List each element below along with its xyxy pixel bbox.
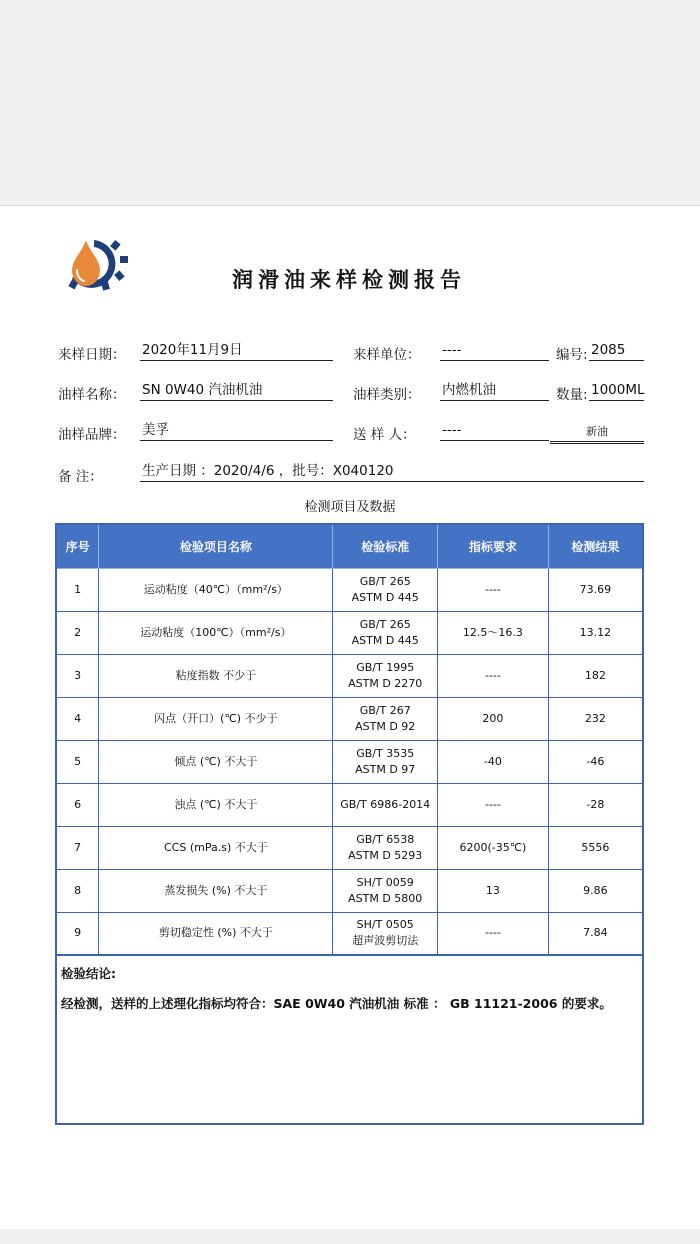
row-item: 蒸发损失 (%) 不大于 xyxy=(99,869,333,912)
sample-date-value: 2020年11月9日 xyxy=(140,341,333,361)
condition-value: 新油 xyxy=(550,422,644,444)
row-standard xyxy=(333,697,438,740)
row-result: 232 xyxy=(548,697,643,740)
row-item: 粘度指数 不少于 xyxy=(99,654,333,697)
report-page xyxy=(0,205,700,1229)
col-header-item: 检验项目名称 xyxy=(99,524,333,568)
table-row xyxy=(56,912,643,955)
row-standard xyxy=(333,783,438,826)
row-no: 3 xyxy=(56,654,99,697)
oil-drop-gear-icon xyxy=(60,234,128,292)
standard-line-1: GB/T 1995 xyxy=(356,660,415,674)
row-no: 1 xyxy=(56,568,99,611)
table-row xyxy=(56,783,643,826)
col-header-result: 检测结果 xyxy=(548,524,643,568)
oil-type-label: 油样类别： xyxy=(353,387,421,403)
row-item: 运动粘度（40℃）（mm²/s） xyxy=(99,568,333,611)
oil-name-label: 油样名称： xyxy=(58,387,126,403)
row-requirement: ---- xyxy=(438,568,549,611)
standard-line-2: ASTM D 445 xyxy=(351,590,419,604)
row-item: 浊点 (℃) 不大于 xyxy=(99,783,333,826)
col-header-requirement: 指标要求 xyxy=(438,524,549,568)
row-requirement: ---- xyxy=(438,912,549,955)
col-header-standard: 检验标准 xyxy=(333,524,438,568)
row-item: 倾点 (℃) 不大于 xyxy=(99,740,333,783)
row-result: 13.12 xyxy=(548,611,643,654)
sample-unit-value: ---- xyxy=(440,341,549,361)
row-standard xyxy=(333,654,438,697)
sample-date-label: 来样日期： xyxy=(58,347,126,363)
standard-line-1: SH/T 0059 xyxy=(356,875,414,889)
standard-line-1: GB/T 265 xyxy=(359,617,411,631)
row-item: 剪切稳定性 (%) 不大于 xyxy=(99,912,333,955)
table-row xyxy=(56,611,643,654)
standard-line-1: GB/T 6538 xyxy=(356,832,415,846)
sender-label: 送 样 人： xyxy=(353,427,416,443)
sender-value: ---- xyxy=(440,421,549,441)
row-no: 6 xyxy=(56,783,99,826)
row-standard xyxy=(333,611,438,654)
row-requirement: 12.5～16.3 xyxy=(438,611,549,654)
row-requirement: 13 xyxy=(438,869,549,912)
row-no: 7 xyxy=(56,826,99,869)
standard-line-2: 超声波剪切法 xyxy=(352,934,419,948)
row-standard xyxy=(333,826,438,869)
quantity-label: 数量: xyxy=(556,387,588,403)
standard-line-2: ASTM D 92 xyxy=(355,719,416,733)
standard-line-2: ASTM D 445 xyxy=(351,633,419,647)
table-row xyxy=(56,869,643,912)
standard-line-2: ASTM D 97 xyxy=(355,762,416,776)
number-value: 2085 xyxy=(589,341,644,361)
row-no: 9 xyxy=(56,912,99,955)
table-header-row xyxy=(56,524,643,568)
row-item: 运动粘度（100℃）（mm²/s） xyxy=(99,611,333,654)
oil-type-value: 内燃机油 xyxy=(440,381,549,401)
table-row xyxy=(56,697,643,740)
row-requirement: -40 xyxy=(438,740,549,783)
row-standard xyxy=(333,568,438,611)
conclusion-box xyxy=(55,954,644,1125)
row-no: 2 xyxy=(56,611,99,654)
standard-line-2: ASTM D 2270 xyxy=(348,676,423,690)
row-item: 闪点（开口）(℃) 不少于 xyxy=(99,697,333,740)
standard-line-1: GB/T 267 xyxy=(359,703,411,717)
row-standard xyxy=(333,740,438,783)
oil-name-value: SN 0W40 汽油机油 xyxy=(140,381,333,401)
row-result: 5556 xyxy=(548,826,643,869)
row-no: 4 xyxy=(56,697,99,740)
row-result: -28 xyxy=(548,783,643,826)
row-requirement: 200 xyxy=(438,697,549,740)
row-result: 73.69 xyxy=(548,568,643,611)
standard-line-1: GB/T 265 xyxy=(359,574,411,588)
brand-label: 油样品牌： xyxy=(58,427,126,443)
report-title: 润滑油来样检测报告 xyxy=(232,267,466,292)
remark-label: 备 注： xyxy=(58,469,103,485)
remark-value: 生产日期 ：2020/4/6 ，批号：X040120 xyxy=(140,462,644,482)
quantity-value: 1000ML xyxy=(589,381,644,401)
row-no: 8 xyxy=(56,869,99,912)
table-row xyxy=(56,654,643,697)
table-row xyxy=(56,826,643,869)
row-standard xyxy=(333,912,438,955)
table-row xyxy=(56,568,643,611)
standard-line-2: ASTM D 5800 xyxy=(348,891,423,905)
row-result: 7.84 xyxy=(548,912,643,955)
standard-line-2: ASTM D 5293 xyxy=(348,848,423,862)
row-result: 182 xyxy=(548,654,643,697)
section-title: 检测项目及数据 xyxy=(304,500,396,515)
conclusion-title: 检验结论: xyxy=(61,966,116,981)
row-no: 5 xyxy=(56,740,99,783)
bottom-band xyxy=(0,1229,700,1244)
number-label: 编号: xyxy=(556,347,588,363)
row-requirement: ---- xyxy=(438,783,549,826)
row-requirement: ---- xyxy=(438,654,549,697)
row-result: 9.86 xyxy=(548,869,643,912)
row-requirement: 6200(-35℃) xyxy=(438,826,549,869)
row-result: -46 xyxy=(548,740,643,783)
standard-line-1: GB/T 3535 xyxy=(356,746,415,760)
row-standard xyxy=(333,869,438,912)
sample-unit-label: 来样单位： xyxy=(353,347,421,363)
row-item: CCS (mPa.s) 不大于 xyxy=(99,826,333,869)
test-results-table xyxy=(55,523,644,956)
brand-value: 美孚 xyxy=(140,421,333,441)
table-row xyxy=(56,740,643,783)
conclusion-text: 经检测，送样的上述理化指标均符合：SAE 0W40 汽油机油 标准 ： GB 11121-2006 的要求。 xyxy=(61,996,612,1011)
standard-line-1: SH/T 0505 xyxy=(356,918,414,932)
standard-line-1: GB/T 6986-2014 xyxy=(340,797,431,811)
col-header-no: 序号 xyxy=(56,524,99,568)
